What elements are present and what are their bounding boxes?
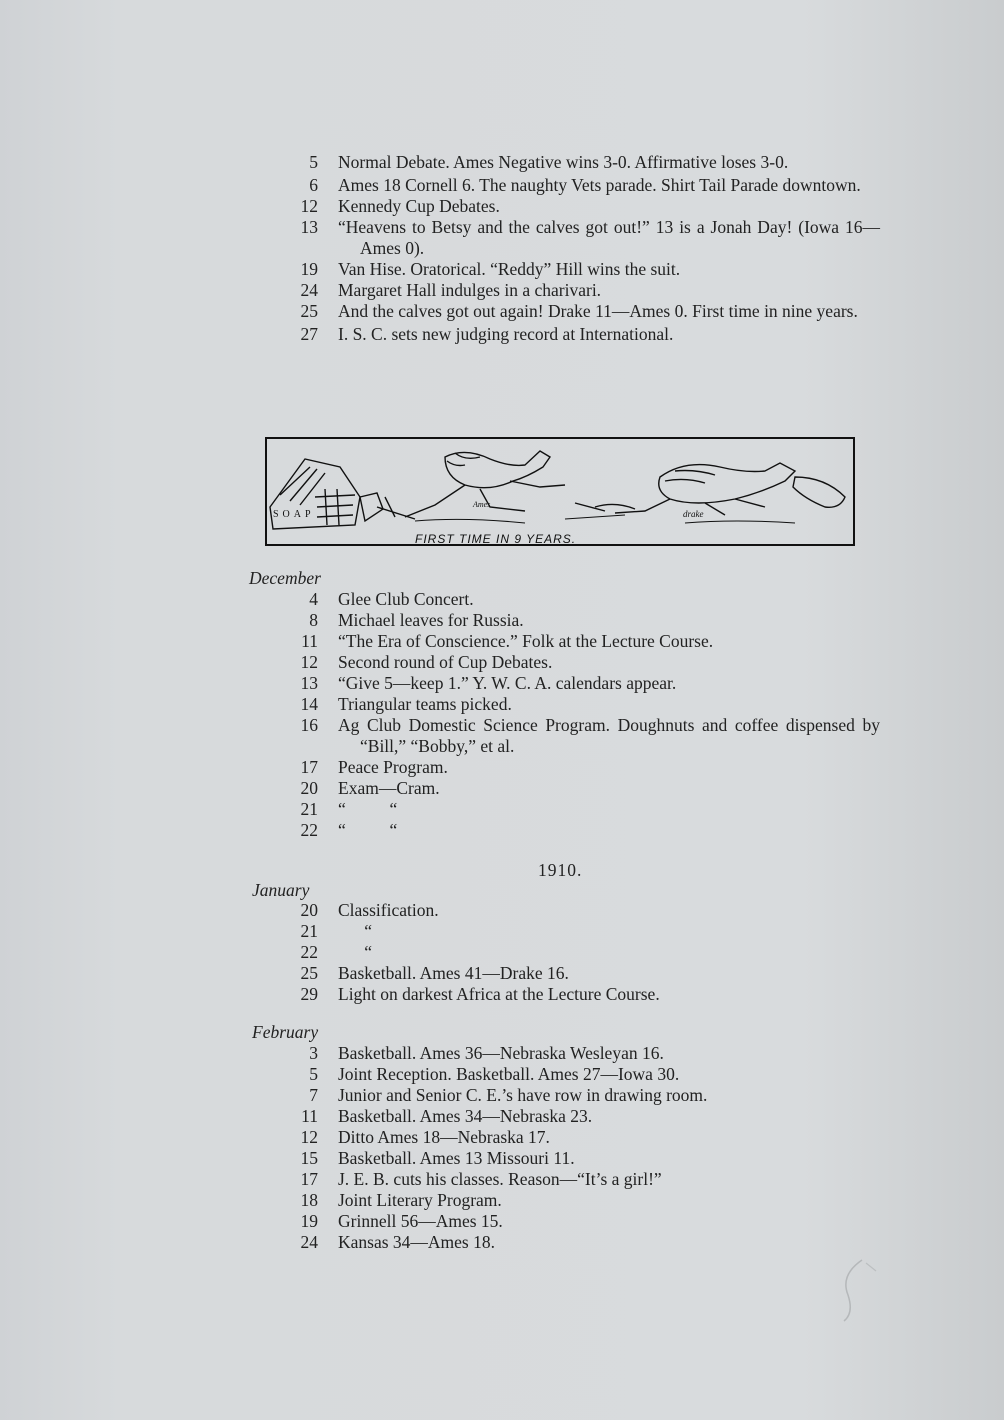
list-item: 17 Peace Program. [300, 757, 448, 777]
list-item: 5 Joint Reception. Basketball. Ames 27—Iowa 30. [309, 1064, 680, 1084]
list-item: 21 “ “ [300, 799, 398, 819]
list-item: 12 Second round of Cup Debates. [300, 652, 553, 672]
november-list [280, 152, 880, 345]
list-item: 6 Ames 18 Cornell 6. The naughty Vets parade. Shirt Tail Parade downtown. [309, 175, 861, 195]
list-item: 21 “ [300, 921, 373, 941]
list-item: 16 Ag Club Domestic Science Program. Doughnuts and coffee dispensed by “Bill,” “Bobby,” et al. [300, 715, 880, 756]
drake-label: drake [683, 509, 704, 519]
list-item: 13 “Give 5—keep 1.” Y. W. C. A. calendars appear. [300, 673, 677, 693]
list-item: 13 “Heavens to Betsy and the calves got out!” 13 is a Jonah Day! (Iowa 16—Ames 0). [300, 217, 880, 258]
list-item: 18 Joint Literary Program. [300, 1190, 502, 1210]
list-item: 8 Michael leaves for Russia. [309, 610, 524, 630]
list-item: 22 “ [300, 942, 373, 962]
list-item: 11 “The Era of Conscience.” Folk at the Lecture Course. [301, 631, 714, 651]
drake-calf-drawing [575, 463, 845, 515]
december-list [280, 589, 880, 841]
list-item: 3 Basketball. Ames 36—Nebraska Wesleyan 16. [309, 1043, 664, 1063]
month-label-january: January [252, 880, 310, 900]
list-item: 7 Junior and Senior C. E.’s have row in drawing room. [309, 1085, 708, 1105]
month-label-february: February [252, 1022, 319, 1042]
list-item: 17 J. E. B. cuts his classes. Reason—“It’s a girl!” [300, 1169, 662, 1189]
list-item: 4 Glee Club Concert. [309, 589, 474, 609]
list-item: 29 Light on darkest Africa at the Lecture Course. [300, 984, 660, 1004]
list-item: 19 Van Hise. Oratorical. “Reddy” Hill wins the suit. [300, 259, 681, 279]
soap-label: SOAP [273, 509, 315, 520]
list-item: 12 Ditto Ames 18—Nebraska 17. [300, 1127, 550, 1147]
list-item: 11 Basketball. Ames 34—Nebraska 23. [301, 1106, 593, 1126]
ames-calf-drawing [377, 451, 565, 519]
list-item: 25 And the calves got out again! Drake 11—Ames 0. First time in nine years. [300, 301, 858, 321]
list-item: 5 Normal Debate. Ames Negative wins 3-0. Affirmative loses 3-0. [309, 152, 789, 172]
list-item: 27 I. S. C. sets new judging record at International. [300, 324, 674, 344]
cartoon-illustration [265, 437, 855, 547]
year-heading: 1910. [538, 860, 583, 880]
list-item: 14 Triangular teams picked. [300, 694, 512, 714]
ames-label: Ames [473, 500, 491, 509]
january-list [280, 900, 880, 1005]
month-label-december: December [249, 568, 321, 588]
list-item: 12 Kennedy Cup Debates. [300, 196, 500, 216]
list-item: 24 Kansas 34—Ames 18. [300, 1232, 495, 1252]
february-list [280, 1043, 880, 1253]
ground-lines [415, 515, 795, 523]
list-item: 25 Basketball. Ames 41—Drake 16. [300, 963, 569, 983]
list-item: 22 “ “ [300, 820, 398, 840]
list-item: 20 Exam—Cram. [300, 778, 440, 798]
list-item: 19 Grinnell 56—Ames 15. [300, 1211, 503, 1231]
cartoon-frame [266, 438, 854, 545]
list-item: 24 Margaret Hall indulges in a charivari. [300, 280, 602, 300]
cartoon-caption: FIRST TIME IN 9 YEARS. [415, 532, 577, 546]
list-item: 20 Classification. [300, 900, 439, 920]
list-item: 15 Basketball. Ames 13 Missouri 11. [300, 1148, 575, 1168]
pencil-mark [832, 1255, 882, 1325]
